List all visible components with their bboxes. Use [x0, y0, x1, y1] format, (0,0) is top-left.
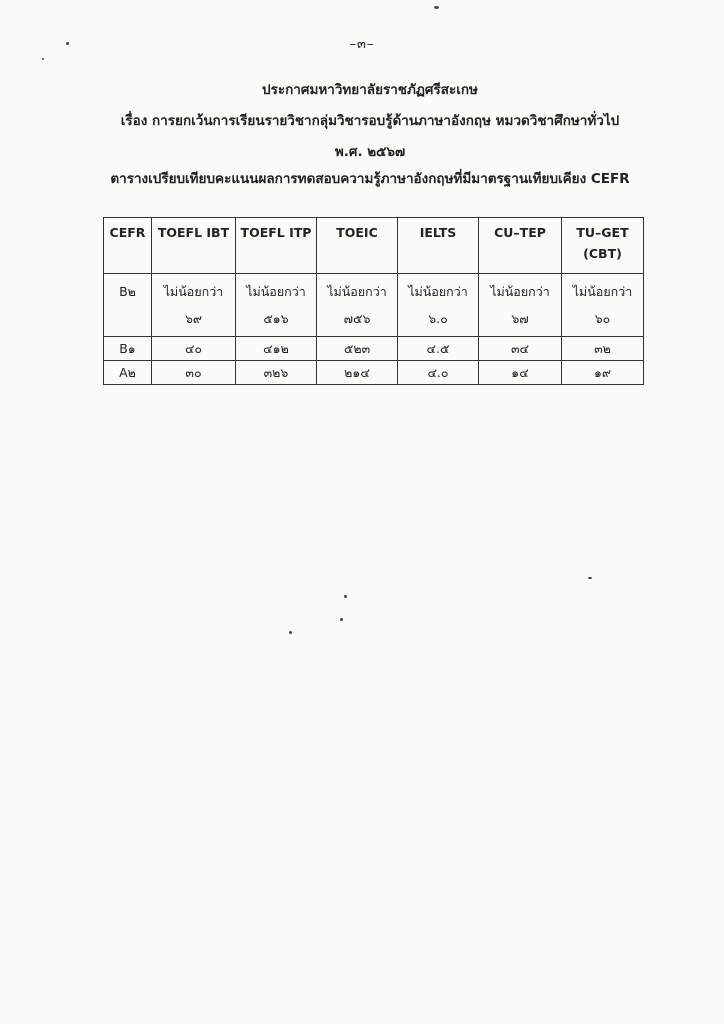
- score-prefix: ไม่น้อยกว่า: [163, 284, 224, 299]
- score-cell: ๔๐: [152, 337, 236, 361]
- table-header-row: [104, 218, 644, 274]
- score-cell: [317, 274, 398, 337]
- tu-get-label: TU–GET: [576, 225, 629, 240]
- score-cell: ๔๑๒: [236, 337, 317, 361]
- score-value: ๗๕๖: [343, 311, 371, 326]
- score-prefix: ไม่น้อยกว่า: [246, 284, 306, 299]
- scan-speck: [588, 577, 592, 579]
- score-cell: [152, 274, 236, 337]
- announcement-subject: เรื่อง การยกเว้นการเรียนรายวิชากลุ่มวิชารอบรู้ด้านภาษาอังกฤษ หมวดวิชาศึกษาทั่วไป: [120, 113, 620, 129]
- score-cell: ๓๒: [562, 337, 644, 361]
- column-header-tu-get: [562, 218, 644, 274]
- score-cell: ๓๒๖: [236, 361, 317, 385]
- scan-speck: [42, 58, 44, 60]
- score-cell: [562, 274, 644, 337]
- score-prefix: ไม่น้อยกว่า: [572, 284, 633, 299]
- table-row: [104, 361, 644, 385]
- score-cell: ๓๔: [479, 337, 562, 361]
- score-cell: ๑๔: [479, 361, 562, 385]
- score-cell: ๔.๐: [398, 361, 479, 385]
- scan-speck: [289, 631, 292, 634]
- scan-speck: [340, 618, 343, 621]
- score-value: ๖.๐: [428, 311, 448, 326]
- score-cell: [236, 274, 317, 337]
- column-header-toefl-itp: TOEFL ITP: [236, 218, 317, 274]
- cefr-level-cell: A๒: [104, 361, 152, 385]
- score-cell: ๒๑๔: [317, 361, 398, 385]
- score-cell: ๓๐: [152, 361, 236, 385]
- page-number: –๓–: [349, 37, 375, 52]
- score-prefix: ไม่น้อยกว่า: [408, 284, 468, 299]
- column-header-cefr: CEFR: [104, 218, 152, 274]
- column-header-cu-tep: CU–TEP: [479, 218, 562, 274]
- table-row: [104, 337, 644, 361]
- score-cell: [479, 274, 562, 337]
- column-header-ielts: IELTS: [398, 218, 479, 274]
- table-row: [104, 274, 644, 337]
- cefr-comparison-table: [103, 217, 644, 385]
- scan-speck: [66, 42, 69, 45]
- scan-speck: [344, 595, 347, 598]
- score-value: ๖๙: [184, 311, 203, 326]
- score-cell: ๔.๕: [398, 337, 479, 361]
- score-value: ๕๑๖: [263, 311, 289, 326]
- score-value: ๖๐: [594, 311, 611, 326]
- scan-speck: [434, 6, 439, 9]
- table-caption: ตารางเปรียบเทียบคะแนนผลการทดสอบความรู้ภาษาอังกฤษที่มีมาตรฐานเทียบเคียง CEFR: [110, 171, 630, 187]
- score-cell: ๑๙: [562, 361, 644, 385]
- score-cell: ๕๒๓: [317, 337, 398, 361]
- cefr-level-cell: B๑: [104, 337, 152, 361]
- cefr-level-cell: B๒: [104, 274, 152, 337]
- score-value: ๖๗: [511, 311, 529, 326]
- column-header-toefl-ibt: TOEFL IBT: [152, 218, 236, 274]
- score-prefix: ไม่น้อยกว่า: [327, 284, 387, 299]
- score-cell: [398, 274, 479, 337]
- announcement-title: ประกาศมหาวิทยาลัยราชภัฏศรีสะเกษ: [262, 82, 478, 98]
- score-prefix: ไม่น้อยกว่า: [490, 284, 550, 299]
- column-header-toeic: TOEIC: [317, 218, 398, 274]
- tu-get-sublabel: (CBT): [583, 246, 622, 261]
- announcement-year: พ.ศ. ๒๕๖๗: [334, 144, 406, 160]
